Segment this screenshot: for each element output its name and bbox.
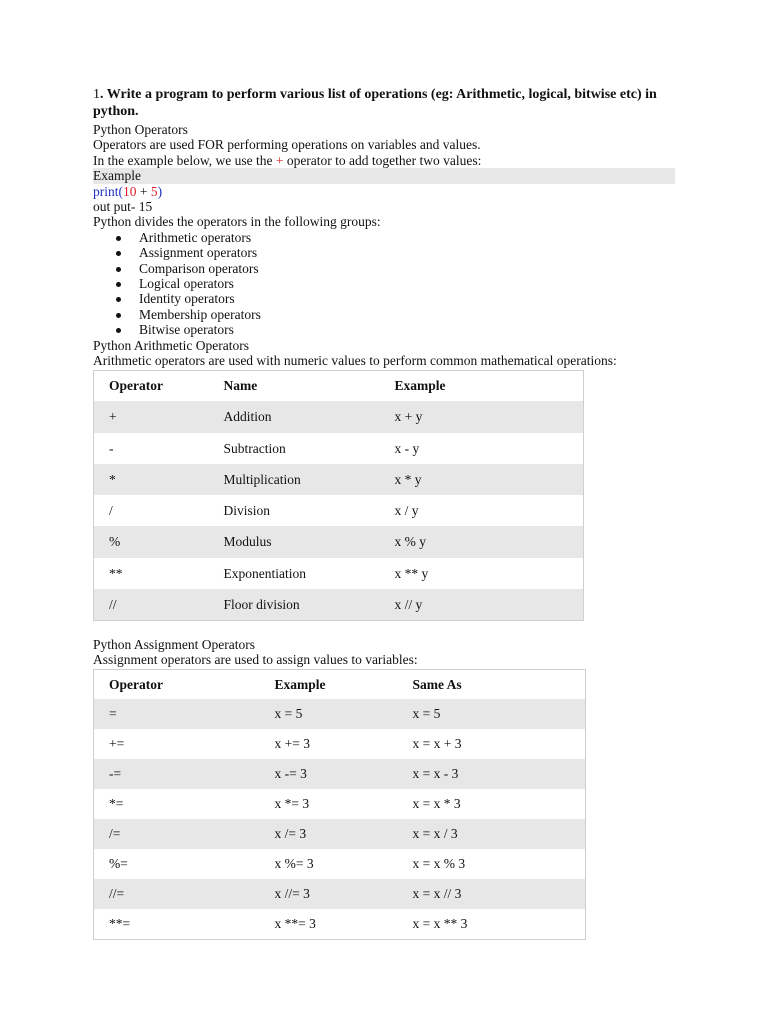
column-header: Operator (109, 378, 163, 394)
list-item: Assignment operators (93, 245, 693, 260)
table-row: * Multiplication x * y (94, 464, 584, 495)
code-number-b: 5 (150, 183, 158, 199)
question-number: 1 (93, 87, 100, 102)
list-item: Arithmetic operators (93, 230, 693, 245)
intro-line-1: Operators are used FOR performing operations on variables and values. (93, 137, 481, 153)
column-header: Example (394, 378, 446, 394)
question-text: . Write a program to perform various list of operations (eg: Arithmetic, logical, bitwise etc) in python. (93, 87, 657, 119)
list-item: Comparison operators (93, 261, 693, 276)
bullet-icon (116, 328, 121, 333)
column-header: Name (223, 378, 258, 394)
table-row: += x += 3 x = x + 3 (109, 736, 462, 752)
section-spacer (93, 621, 693, 637)
bullet-icon (116, 282, 121, 287)
question-title (93, 86, 693, 120)
table-row: + Addition x + y (94, 401, 584, 432)
bullet-icon (116, 251, 121, 256)
table-header-row (94, 669, 586, 699)
bullet-icon (116, 267, 121, 272)
table-row: *= x *= 3 x = x * 3 (109, 796, 461, 812)
table-row: % Modulus x % y (94, 526, 584, 557)
table-row: ** Exponentiation x ** y (109, 565, 429, 581)
table-row: //= x //= 3 x = x // 3 (94, 879, 586, 909)
table-row: - Subtraction x - y (109, 440, 420, 456)
table-row: = x = 5 x = 5 (94, 699, 586, 729)
bullet-icon (116, 313, 121, 318)
intro-line-2-pre: In the example below, we use the (93, 152, 276, 168)
table-row: / Division x / y (109, 503, 419, 519)
arithmetic-operators-table (93, 370, 584, 621)
table-row: %= x %= 3 x = x % 3 (109, 856, 466, 872)
assignment-description: Assignment operators are used to assign values to variables: (93, 652, 418, 668)
table-row: /= x /= 3 x = x / 3 (94, 819, 586, 849)
operator-groups-list (93, 230, 693, 338)
section-heading-operators: Python Operators (93, 122, 188, 137)
table-row: // Floor division x // y (94, 589, 584, 620)
plus-operator: + (275, 152, 284, 168)
code-paren-close: ) (157, 183, 163, 199)
column-header: Example (274, 676, 326, 692)
intro-line-2-post: operator to add together two values: (283, 152, 482, 168)
table-row: **= x **= 3 x = x ** 3 (109, 916, 468, 932)
assignment-operators-table (93, 669, 586, 940)
list-item: Bitwise operators (93, 322, 693, 337)
assignment-heading: Python Assignment Operators (93, 636, 255, 652)
column-header: Same As (412, 676, 462, 692)
table-header-row (94, 370, 584, 401)
column-header: Operator (109, 676, 163, 692)
code-number-a: 10 (123, 183, 137, 199)
bullet-icon (116, 297, 121, 302)
groups-intro: Python divides the operators in the following groups: (93, 214, 381, 230)
arithmetic-description: Arithmetic operators are used with numeric values to perform common mathematical operations: (93, 353, 617, 369)
intro-line-2 (93, 153, 693, 168)
code-function: print (93, 183, 119, 199)
output-line: out put- 15 (93, 199, 153, 215)
list-item: Logical operators (93, 276, 693, 291)
list-item: Identity operators (93, 291, 693, 306)
code-paren-open: ( (118, 183, 123, 199)
arithmetic-heading: Python Arithmetic Operators (93, 337, 249, 353)
document-content (93, 86, 693, 940)
table-row: -= x -= 3 x = x - 3 (94, 759, 586, 789)
code-line (93, 184, 693, 199)
example-label: Example (93, 168, 675, 183)
bullet-icon (116, 236, 121, 241)
code-operator: + (136, 183, 151, 199)
list-item: Membership operators (93, 307, 693, 322)
